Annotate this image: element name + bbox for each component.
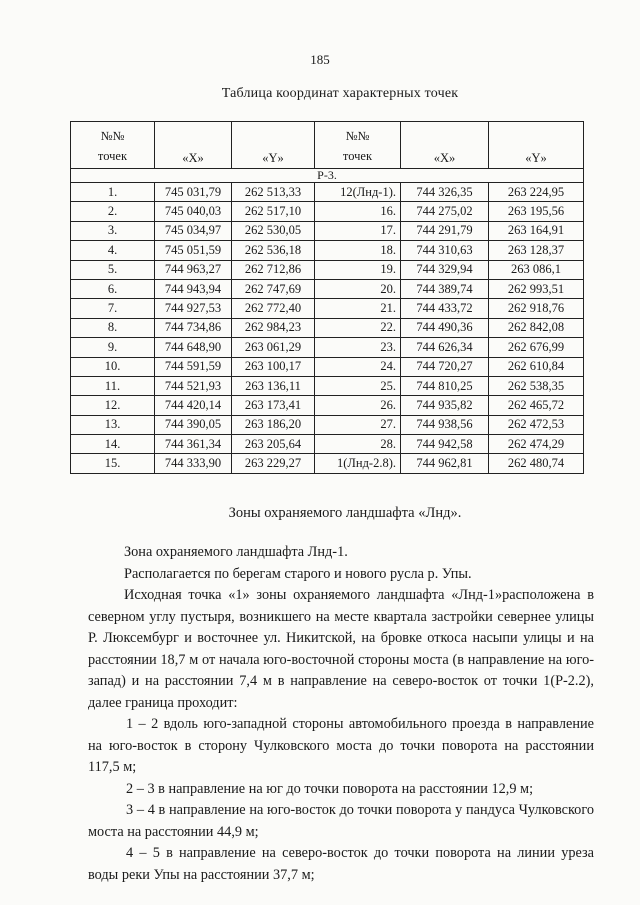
- x-coordinate: 744 390,05: [155, 415, 232, 434]
- point-number: 14.: [71, 435, 155, 454]
- y-coordinate: 262 610,84: [489, 357, 584, 376]
- body-text: [88, 542, 594, 886]
- x-coordinate: 745 040,03: [155, 202, 232, 221]
- point-number: 28.: [315, 435, 401, 454]
- y-coordinate: 263 128,37: [489, 241, 584, 260]
- x-coordinate: 745 051,59: [155, 241, 232, 260]
- table-row: [71, 241, 584, 260]
- table-row: [71, 415, 584, 434]
- y-coordinate: 263 136,11: [232, 376, 315, 395]
- y-coordinate: 263 061,29: [232, 338, 315, 357]
- y-coordinate: 262 712,86: [232, 260, 315, 279]
- header-x: «X»: [155, 122, 232, 169]
- point-number: 1(Лнд-2.8).: [315, 454, 401, 473]
- point-number: 20.: [315, 279, 401, 298]
- paragraph: Располагается по берегам старого и нового русла р. Упы.: [124, 565, 472, 582]
- x-coordinate: 744 810,25: [401, 376, 489, 395]
- zones-title: Зоны охраняемого ландшафта «Лнд».: [228, 505, 462, 521]
- point-number: 19.: [315, 260, 401, 279]
- point-number: 23.: [315, 338, 401, 357]
- point-number: 5.: [71, 260, 155, 279]
- point-number: 21.: [315, 299, 401, 318]
- y-coordinate: 263 100,17: [232, 357, 315, 376]
- y-coordinate: 262 918,76: [489, 299, 584, 318]
- y-coordinate: 263 205,64: [232, 435, 315, 454]
- y-coordinate: 262 676,99: [489, 338, 584, 357]
- point-number: 7.: [71, 299, 155, 318]
- y-coordinate: 262 747,69: [232, 279, 315, 298]
- header-x: «X»: [401, 122, 489, 169]
- x-coordinate: 744 329,94: [401, 260, 489, 279]
- table-row: [71, 183, 584, 202]
- y-coordinate: 262 530,05: [232, 221, 315, 240]
- table-row: [71, 357, 584, 376]
- section-row: [71, 169, 584, 183]
- point-number: 18.: [315, 241, 401, 260]
- y-coordinate: 262 465,72: [489, 396, 584, 415]
- y-coordinate: 262 480,74: [489, 454, 584, 473]
- point-number: 10.: [71, 357, 155, 376]
- point-number: 27.: [315, 415, 401, 434]
- header-point-number: №№ точек: [315, 122, 401, 169]
- point-number: 24.: [315, 357, 401, 376]
- x-coordinate: 744 420,14: [155, 396, 232, 415]
- x-coordinate: 744 361,34: [155, 435, 232, 454]
- table-row: [71, 376, 584, 395]
- page-number: 185: [310, 52, 330, 67]
- point-number: 26.: [315, 396, 401, 415]
- x-coordinate: 744 963,27: [155, 260, 232, 279]
- x-coordinate: 744 275,02: [401, 202, 489, 221]
- y-coordinate: 262 842,08: [489, 318, 584, 337]
- table-title: Таблица координат характерных точек: [221, 86, 459, 101]
- x-coordinate: 744 591,59: [155, 357, 232, 376]
- x-coordinate: 744 962,81: [401, 454, 489, 473]
- table-row: [71, 299, 584, 318]
- table-row: [71, 454, 584, 473]
- paragraph: Исходная точка «1» зоны охраняемого ландшафта «Лнд-1»расположена в северном углу пустыря, возникшего на месте квартала застройки севернее улицы Р. Люксембург и восточнее ул. Никитской, на бровке откоса насыпи улицы и на расстоянии 18,7 м от начала юго-восточной стороны моста (в направление на юго-запад) и на расстоянии 7,4 м в направление на северо-восток от точки 1(Р-2.2), далее граница проходит:: [88, 587, 594, 711]
- x-coordinate: 745 031,79: [155, 183, 232, 202]
- header-point-number: №№ точек: [71, 122, 155, 169]
- x-coordinate: 744 326,35: [401, 183, 489, 202]
- y-coordinate: 263 229,27: [232, 454, 315, 473]
- table-row: [71, 338, 584, 357]
- y-coordinate: 263 195,56: [489, 202, 584, 221]
- point-number: 4.: [71, 241, 155, 260]
- point-number: 22.: [315, 318, 401, 337]
- point-number: 1.: [71, 183, 155, 202]
- point-number: 12.: [71, 396, 155, 415]
- table-row: [71, 202, 584, 221]
- y-coordinate: 262 984,23: [232, 318, 315, 337]
- y-coordinate: 262 538,35: [489, 376, 584, 395]
- y-coordinate: 263 173,41: [232, 396, 315, 415]
- table-row: [71, 260, 584, 279]
- table-row: [71, 279, 584, 298]
- point-number: 6.: [71, 279, 155, 298]
- y-coordinate: 262 474,29: [489, 435, 584, 454]
- table-header-row: [71, 122, 584, 169]
- x-coordinate: 744 927,53: [155, 299, 232, 318]
- x-coordinate: 744 389,74: [401, 279, 489, 298]
- x-coordinate: 744 734,86: [155, 318, 232, 337]
- y-coordinate: 263 186,20: [232, 415, 315, 434]
- x-coordinate: 744 433,72: [401, 299, 489, 318]
- point-number: 15.: [71, 454, 155, 473]
- point-number: 25.: [315, 376, 401, 395]
- y-coordinate: 262 472,53: [489, 415, 584, 434]
- x-coordinate: 744 490,36: [401, 318, 489, 337]
- point-number: 13.: [71, 415, 155, 434]
- y-coordinate: 262 513,33: [232, 183, 315, 202]
- point-number: 11.: [71, 376, 155, 395]
- section-label: Р-3.: [71, 169, 584, 183]
- header-y: «Y»: [489, 122, 584, 169]
- y-coordinate: 262 772,40: [232, 299, 315, 318]
- x-coordinate: 744 626,34: [401, 338, 489, 357]
- x-coordinate: 744 521,93: [155, 376, 232, 395]
- paragraph: 4 – 5 в направление на северо-восток до точки поворота на линии уреза воды реки Упы на расстоянии 37,7 м;: [88, 845, 594, 883]
- x-coordinate: 744 942,58: [401, 435, 489, 454]
- x-coordinate: 744 310,63: [401, 241, 489, 260]
- x-coordinate: 745 034,97: [155, 221, 232, 240]
- y-coordinate: 262 517,10: [232, 202, 315, 221]
- table-row: [71, 396, 584, 415]
- point-number: 3.: [71, 221, 155, 240]
- x-coordinate: 744 943,94: [155, 279, 232, 298]
- x-coordinate: 744 935,82: [401, 396, 489, 415]
- y-coordinate: 263 086,1: [489, 260, 584, 279]
- y-coordinate: 263 224,95: [489, 183, 584, 202]
- table-row: [71, 221, 584, 240]
- paragraph: 3 – 4 в направление на юго-восток до точки поворота у пандуса Чулковского моста на расстоянии 44,9 м;: [88, 802, 594, 840]
- point-number: 12(Лнд-1).: [315, 183, 401, 202]
- zone-heading: Зона охраняемого ландшафта Лнд-1.: [124, 544, 348, 560]
- point-number: 9.: [71, 338, 155, 357]
- x-coordinate: 744 291,79: [401, 221, 489, 240]
- y-coordinate: 262 536,18: [232, 241, 315, 260]
- x-coordinate: 744 720,27: [401, 357, 489, 376]
- x-coordinate: 744 333,90: [155, 454, 232, 473]
- y-coordinate: 263 164,91: [489, 221, 584, 240]
- paragraph: 2 – 3 в направление на юг до точки поворота на расстоянии 12,9 м;: [126, 780, 534, 797]
- point-number: 17.: [315, 221, 401, 240]
- x-coordinate: 744 938,56: [401, 415, 489, 434]
- point-number: 2.: [71, 202, 155, 221]
- table-row: [71, 435, 584, 454]
- paragraph: 1 – 2 вдоль юго-западной стороны автомобильного проезда в направление на юго-восток в сторону Чулковского моста до точки поворота на расстоянии 117,5 м;: [88, 716, 594, 775]
- x-coordinate: 744 648,90: [155, 338, 232, 357]
- y-coordinate: 262 993,51: [489, 279, 584, 298]
- coordinates-table: [70, 121, 584, 474]
- table-row: [71, 318, 584, 337]
- header-y: «Y»: [232, 122, 315, 169]
- point-number: 8.: [71, 318, 155, 337]
- point-number: 16.: [315, 202, 401, 221]
